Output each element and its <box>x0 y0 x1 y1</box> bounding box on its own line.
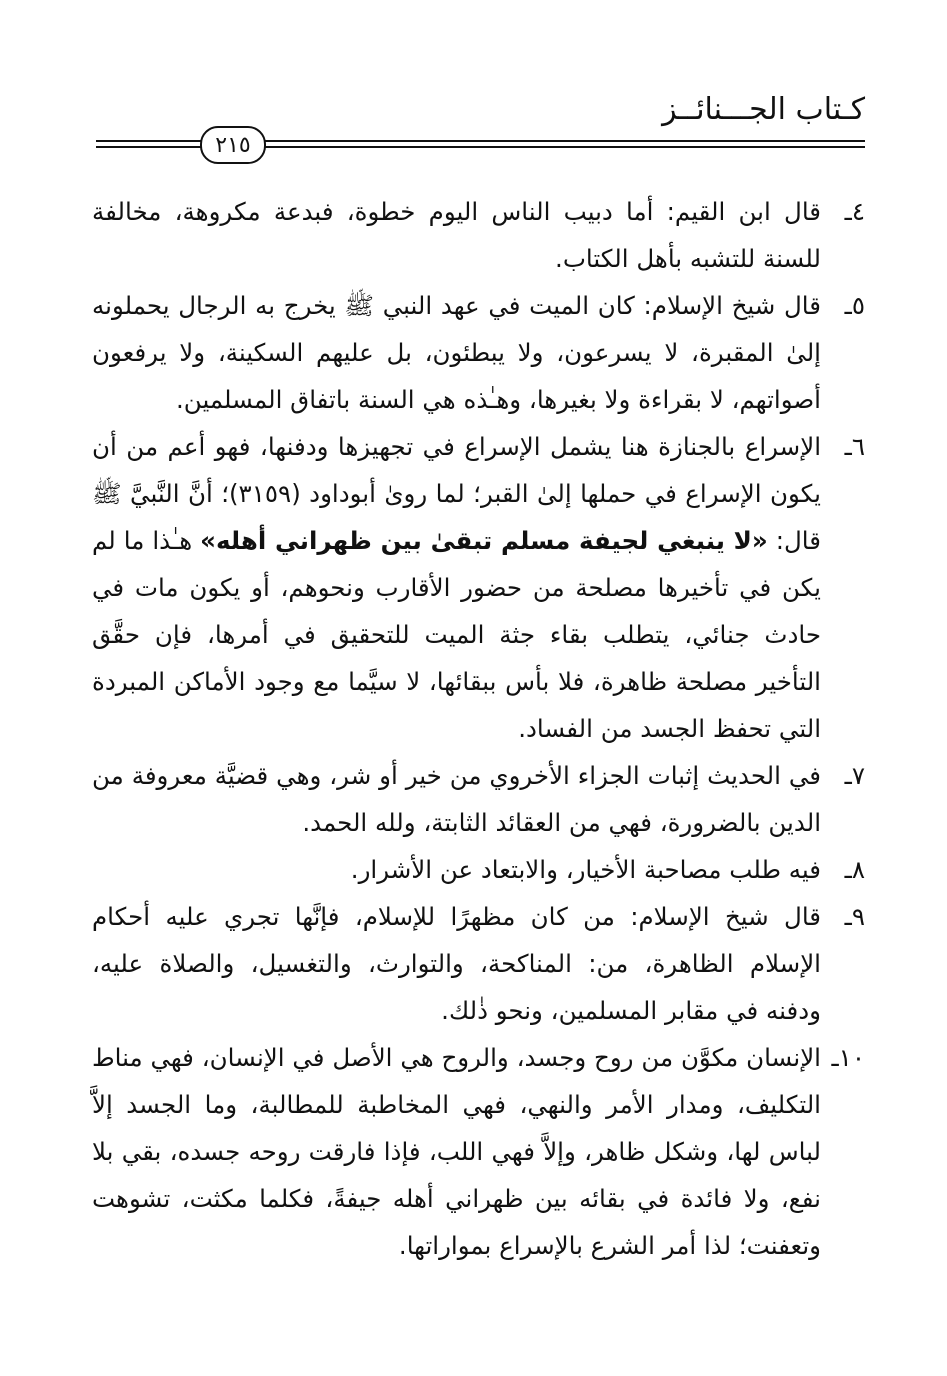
item-number: ٥ـ <box>844 291 865 320</box>
list-item <box>92 846 865 893</box>
item-text: في الحديث إثبات الجزاء الأخروي من خير أو شر، وهي قضيَّة معروفة من الدين بالضرورة، فهي من العقائد الثابتة، ولله الحمد. <box>92 761 821 837</box>
item-number: ٩ـ <box>844 902 865 931</box>
page-number: ٢١٥ <box>200 126 266 164</box>
item-number: ١٠ـ <box>831 1043 865 1072</box>
item-text: قال شيخ الإسلام: من كان مظهرًا للإسلام، فإنَّها تجري عليه أحكام الإسلام الظاهرة، من: المناكحة، والتوارث، والتغسيل، والصلاة عليه، ودفنه في مقابر المسلمين، ونحو ذٰلك. <box>92 902 821 1025</box>
running-header-title: كـتاب الجـــنائــز <box>662 92 865 127</box>
hadith-quote: «لا ينبغي لجيفة مسلم تبقىٰ بين ظهراني أهله» <box>200 526 768 555</box>
item-text-after: هـٰذا ما لم يكن في تأخيرها مصلحة من حضور الأقارب ونحوهم، أو يكون مات في حادث جنائي، يتطلب بقاء جثة الميت للتحقيق في أمرها، فإن حقَّق التأخير مصلحة ظاهرة، فلا بأس ببقائها، لا سيَّما مع وجود الأماكن المبردة التي تحفظ الجسد من الفساد. <box>92 526 821 743</box>
item-text: قال شيخ الإسلام: كان الميت في عهد النبي ﷺ يخرج به الرجال يحملونه إلىٰ المقبرة، لا يسرعون، ولا يبطئون، بل عليهم السكينة، ولا يرفعون أصواتهم، لا بقراءة ولا بغيرها، وهـٰذه هي السنة باتفاق المسلمين. <box>92 291 821 414</box>
list-item <box>92 893 865 1034</box>
list-item <box>92 752 865 846</box>
page-body <box>92 188 865 1269</box>
item-number: ٤ـ <box>844 197 865 226</box>
list-item <box>92 188 865 282</box>
item-text: الإنسان مكوَّن من روح وجسد، والروح هي الأصل في الإنسان، فهي مناط التكليف، ومدار الأمر والنهي، فهي المخاطبة للمطالبة، وما الجسد إلاَّ لباس لها، وشكل ظاهر، وإلاَّ فهي اللب، فإذا فارقت روحه جسده، بقي بلا نفع، ولا فائدة في بقائه بين ظهراني أهله جيفةً، فكلما مكثت، تشوهت وتعفنت؛ لذا أمر الشرع بالإسراع بمواراتها. <box>92 1043 821 1260</box>
item-number: ٨ـ <box>844 855 865 884</box>
item-text: قال ابن القيم: أما دبيب الناس اليوم خطوة، فبدعة مكروهة، مخالفة للسنة للتشبه بأهل الكتاب. <box>92 197 821 273</box>
item-number: ٦ـ <box>844 432 865 461</box>
item-text-before: الإسراع بالجنازة هنا يشمل الإسراع في تجهيزها ودفنها، فهو أعم من أن يكون الإسراع في حملها إلىٰ القبر؛ لما روىٰ أبوداود (٣١٥٩)؛ أنَّ النَّبيَّ ﷺ قال: <box>92 432 821 555</box>
list-item <box>92 282 865 423</box>
item-number: ٧ـ <box>844 761 865 790</box>
item-text: فيه طلب مصاحبة الأخيار، والابتعاد عن الأشرار. <box>350 855 821 884</box>
item-text <box>92 423 821 752</box>
list-item <box>92 423 865 752</box>
list-item <box>92 1034 865 1269</box>
